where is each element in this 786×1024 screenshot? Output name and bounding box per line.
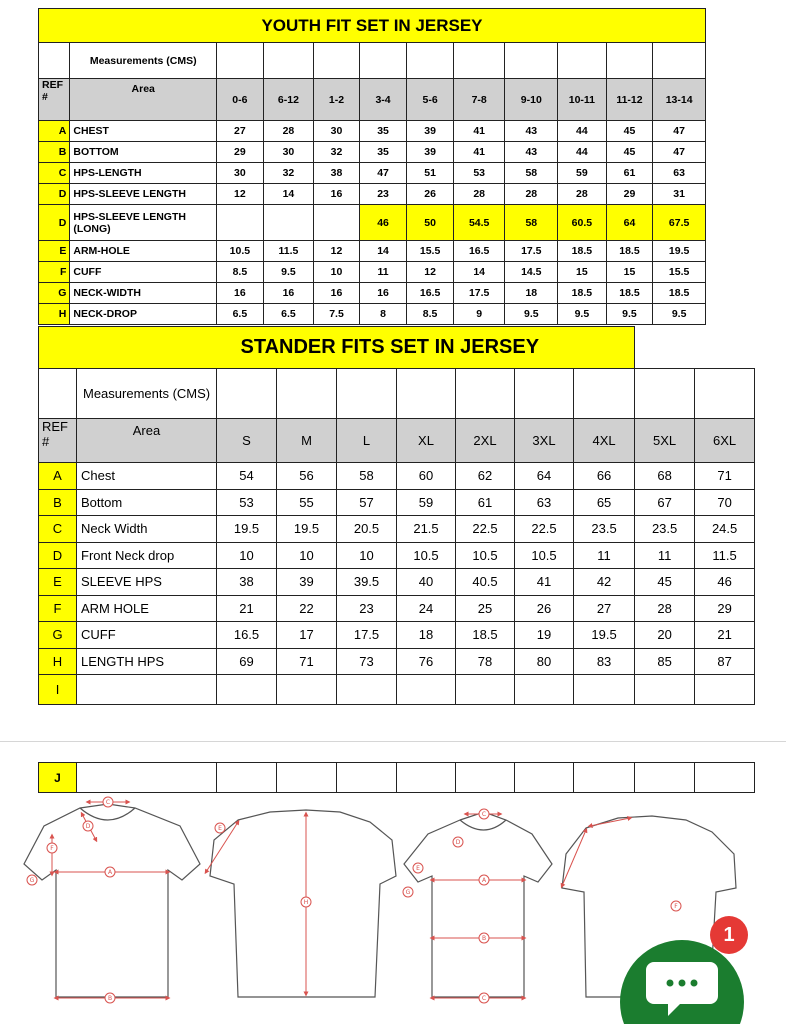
row-area: Front Neck drop [77,542,217,569]
cell-value: 17.5 [453,283,505,304]
row-ref: A [39,121,70,142]
cell-value: 38 [314,163,360,184]
cell-value: 24 [397,595,456,622]
cell-value: 23 [337,595,397,622]
cell-value: 16.5 [453,241,505,262]
cell-value: 28 [558,184,607,205]
size-header: 13-14 [653,79,706,121]
cell-value [695,675,755,705]
cell-value: 41 [453,142,505,163]
cell-value: 45 [635,569,695,596]
cell-value: 28 [263,121,314,142]
cell-value: 46 [359,205,407,241]
row-ref: B [39,489,77,516]
cell-value: 14 [263,184,314,205]
cell-value: 22 [277,595,337,622]
standard-header-row [39,419,755,463]
diagram-label-c-3: C [481,995,487,1002]
diagram-label-c-2: C [481,811,487,818]
cell-value: 39 [407,142,454,163]
row-ref: F [39,262,70,283]
row-area: Bottom [77,489,217,516]
row-area: Neck Width [77,516,217,543]
cell-value [515,675,574,705]
cell-value [635,675,695,705]
cell-value: 15 [558,262,607,283]
row-area: ARM HOLE [77,595,217,622]
row-ref: D [39,184,70,205]
cell-value: 47 [653,121,706,142]
cell-value: 8 [359,304,407,325]
cell-value: 15.5 [653,262,706,283]
cell-value: 10 [337,542,397,569]
cell-value: 67 [635,489,695,516]
cell-value: 47 [359,163,407,184]
cell-value: 29 [606,184,653,205]
cell-value: 6.5 [263,304,314,325]
cell-value: 18.5 [558,283,607,304]
table-row [39,142,706,163]
row-ref: H [39,648,77,675]
table-row [39,121,706,142]
cell-value: 10 [217,542,277,569]
cell-value: 7.5 [314,304,360,325]
cell-value: 32 [314,142,360,163]
cell-value [217,675,277,705]
table-row [39,648,755,675]
cell-value: 20 [635,622,695,649]
row-ref: B [39,142,70,163]
cell-value: 70 [695,489,755,516]
cell-value: 58 [505,205,558,241]
cell-value [574,675,635,705]
cell-value: 12 [314,241,360,262]
table-row [39,463,755,490]
youth-front-shirt [24,804,200,997]
table-row [39,304,706,325]
standard-front-shirt [404,812,552,997]
cell-value: 11 [574,542,635,569]
cell-value: 41 [515,569,574,596]
cell-value: 9 [453,304,505,325]
row-ref: E [39,569,77,596]
size-header: XL [397,419,456,463]
empty-cell [39,43,70,79]
cell-value: 66 [574,463,635,490]
cell-value: 58 [337,463,397,490]
cell-value: 10.5 [456,542,515,569]
row-area: BOTTOM [70,142,217,163]
cell-value: 65 [574,489,635,516]
cell-value: 39 [407,121,454,142]
cell-value: 21.5 [397,516,456,543]
cell-value: 28 [453,184,505,205]
cell-value: 19.5 [653,241,706,262]
cell-value: 80 [515,648,574,675]
cell-value: 35 [359,121,407,142]
cell-value: 9.5 [606,304,653,325]
size-header: 3XL [515,419,574,463]
area-header: Area [77,419,217,463]
diagram-label-g: G [29,877,35,884]
cell-value: 18.5 [558,241,607,262]
standard-measurements-label: Measurements (CMS) [77,369,217,419]
row-area: SLEEVE HPS [77,569,217,596]
cell-value [277,675,337,705]
cell-value: 8.5 [407,304,454,325]
cell-value: 20.5 [337,516,397,543]
size-header: 3-4 [359,79,407,121]
cell-value: 28 [505,184,558,205]
cell-value: 10.5 [217,241,264,262]
cell-value: 78 [456,648,515,675]
cell-value: 59 [558,163,607,184]
cell-value: 18.5 [653,283,706,304]
cell-value: 10 [314,262,360,283]
row-area [77,675,217,705]
cell-value: 11.5 [695,542,755,569]
table-row [39,675,755,705]
row-area: HPS-SLEEVE LENGTH [70,184,217,205]
cell-value: 11 [359,262,407,283]
cell-value: 15.5 [407,241,454,262]
cell-value: 59 [397,489,456,516]
cell-value: 46 [695,569,755,596]
cell-value: 18.5 [606,283,653,304]
cell-value: 58 [505,163,558,184]
cell-value: 19.5 [277,516,337,543]
row-ref: I [39,675,77,705]
cell-value: 55 [277,489,337,516]
cell-value: 67.5 [653,205,706,241]
table-row [39,622,755,649]
cell-value: 30 [263,142,314,163]
cell-value: 56 [277,463,337,490]
row-area: ARM-HOLE [70,241,217,262]
youth-size-table [38,8,706,325]
size-header: 6XL [695,419,755,463]
ref-header: REF # [39,419,77,463]
cell-value: 54.5 [453,205,505,241]
row-area: CUFF [77,622,217,649]
cell-value: 30 [217,163,264,184]
table-row [39,516,755,543]
cell-value: 16 [314,283,360,304]
cell-value: 64 [606,205,653,241]
cell-value: 14.5 [505,262,558,283]
diagram-label-h: H [303,899,309,906]
cell-value: 9.5 [558,304,607,325]
cell-value: 43 [505,121,558,142]
cell-value: 40.5 [456,569,515,596]
diagram-label-d-2: D [455,839,461,846]
size-header: M [277,419,337,463]
size-header: L [337,419,397,463]
table-row [39,241,706,262]
cell-value: 12 [217,184,264,205]
table-row [39,283,706,304]
cell-value: 64 [515,463,574,490]
cell-value: 25 [456,595,515,622]
cell-value: 22.5 [456,516,515,543]
cell-value: 83 [574,648,635,675]
cell-value: 54 [217,463,277,490]
cell-value: 10 [277,542,337,569]
cell-value: 17.5 [505,241,558,262]
table-row [39,489,755,516]
row-area: NECK-WIDTH [70,283,217,304]
size-header: 10-11 [558,79,607,121]
cell-value: 16 [314,184,360,205]
table-row [39,542,755,569]
standard-table-title: STANDER FITS SET IN JERSEY [217,327,635,369]
row-area: CUFF [70,262,217,283]
cell-value: 29 [217,142,264,163]
row-area: Chest [77,463,217,490]
table-row [39,184,706,205]
cell-value: 31 [653,184,706,205]
size-header: 0-6 [217,79,264,121]
cell-value: 27 [217,121,264,142]
table-row [39,262,706,283]
cell-value: 9.5 [653,304,706,325]
cell-value: 76 [397,648,456,675]
cell-value: 21 [217,595,277,622]
cell-value: 44 [558,121,607,142]
cell-value: 29 [695,595,755,622]
cell-value: 19.5 [217,516,277,543]
row-ref: C [39,163,70,184]
cell-value: 63 [653,163,706,184]
cell-value: 11 [635,542,695,569]
cell-value: 47 [653,142,706,163]
row-area: CHEST [70,121,217,142]
cell-value: 14 [453,262,505,283]
row-ref: A [39,463,77,490]
cell-value: 18 [397,622,456,649]
cell-value: 39.5 [337,569,397,596]
size-header: 9-10 [505,79,558,121]
cell-value: 85 [635,648,695,675]
cell-value: 16.5 [217,622,277,649]
cell-value: 71 [695,463,755,490]
cell-value: 16.5 [407,283,454,304]
cell-value: 32 [263,163,314,184]
cell-value: 19 [515,622,574,649]
cell-value: 40 [397,569,456,596]
cell-value: 51 [407,163,454,184]
cell-value: 16 [263,283,314,304]
cell-value: 39 [277,569,337,596]
table-row [39,569,755,596]
cell-value [217,205,264,241]
size-header: 5XL [635,419,695,463]
cell-value: 15 [606,262,653,283]
diagram-label-e-2: E [416,865,420,872]
cell-value: 53 [217,489,277,516]
diagram-label-b: B [107,995,113,1002]
cell-value: 87 [695,648,755,675]
cell-value: 61 [456,489,515,516]
cell-value: 30 [314,121,360,142]
size-header: 7-8 [453,79,505,121]
cell-value: 42 [574,569,635,596]
standard-size-table [38,326,755,705]
area-header: Area [70,79,217,121]
row-ref: C [39,516,77,543]
cell-value: 60 [397,463,456,490]
cell-value: 50 [407,205,454,241]
row-ref: D [39,205,70,241]
row-ref: F [39,595,77,622]
cell-value: 26 [407,184,454,205]
cell-value: 71 [277,648,337,675]
row-ref: E [39,241,70,262]
ref-j: J [39,763,77,793]
cell-value: 27 [574,595,635,622]
cell-value: 45 [606,121,653,142]
cell-value: 10.5 [515,542,574,569]
cell-value: 22.5 [515,516,574,543]
cell-value: 53 [453,163,505,184]
cell-value: 17 [277,622,337,649]
cell-value: 35 [359,142,407,163]
diagram-label-d: D [85,823,91,830]
table-row [39,595,755,622]
size-header: 1-2 [314,79,360,121]
diagram-label-a-2: A [481,877,487,884]
diagram-label-f-2: F [674,903,678,910]
size-header: 6-12 [263,79,314,121]
row-area: HPS-LENGTH [70,163,217,184]
size-header: 2XL [456,419,515,463]
row-ref: G [39,622,77,649]
size-header: 5-6 [407,79,454,121]
cell-value [456,675,515,705]
size-header: S [217,419,277,463]
cell-value: 16 [359,283,407,304]
cell-value: 45 [606,142,653,163]
cell-value [314,205,360,241]
cell-value: 10.5 [397,542,456,569]
youth-measurements-label: Measurements (CMS) [70,43,217,79]
cell-value: 16 [217,283,264,304]
cell-value: 23.5 [635,516,695,543]
cell-value: 18 [505,283,558,304]
notification-badge[interactable]: 1 [710,916,748,954]
row-j-table [38,762,755,793]
cell-value: 44 [558,142,607,163]
youth-table-title: YOUTH FIT SET IN JERSEY [39,9,706,43]
cell-value: 69 [217,648,277,675]
cell-value: 14 [359,241,407,262]
diagram-label-b-2: B [481,935,487,942]
diagram-label-g-2: G [405,889,411,896]
cell-value: 24.5 [695,516,755,543]
table-row [39,205,706,241]
cell-value: 18.5 [456,622,515,649]
cell-value [337,675,397,705]
cell-value: 9.5 [505,304,558,325]
cell-value [263,205,314,241]
diagram-label-c: C [105,799,111,806]
cell-value: 21 [695,622,755,649]
cell-value: 11.5 [263,241,314,262]
cell-value: 28 [635,595,695,622]
cell-value: 63 [515,489,574,516]
cell-value: 9.5 [263,262,314,283]
diagram-label-e: E [218,825,222,832]
cell-value: 43 [505,142,558,163]
row-area: NECK-DROP [70,304,217,325]
cell-value: 12 [407,262,454,283]
cell-value: 57 [337,489,397,516]
cell-value: 26 [515,595,574,622]
cell-value: 17.5 [337,622,397,649]
cell-value: 61 [606,163,653,184]
cell-value [397,675,456,705]
row-area: HPS-SLEEVE LENGTH (LONG) [70,205,217,241]
size-header: 4XL [574,419,635,463]
cell-value: 68 [635,463,695,490]
cell-value: 41 [453,121,505,142]
diagram-label-a: A [107,869,113,876]
cell-value: 60.5 [558,205,607,241]
diagram-label-f: F [50,845,54,852]
cell-value: 18.5 [606,241,653,262]
row-area: LENGTH HPS [77,648,217,675]
cell-value: 19.5 [574,622,635,649]
cell-value: 73 [337,648,397,675]
cell-value: 8.5 [217,262,264,283]
table-row [39,163,706,184]
size-header: 11-12 [606,79,653,121]
cell-value: 23.5 [574,516,635,543]
cell-value: 6.5 [217,304,264,325]
cell-value: 23 [359,184,407,205]
section-divider [0,741,786,742]
cell-value: 38 [217,569,277,596]
youth-header-row [39,79,706,121]
row-ref: H [39,304,70,325]
row-ref: D [39,542,77,569]
ref-header: REF # [39,79,70,121]
row-ref: G [39,283,70,304]
cell-value: 62 [456,463,515,490]
